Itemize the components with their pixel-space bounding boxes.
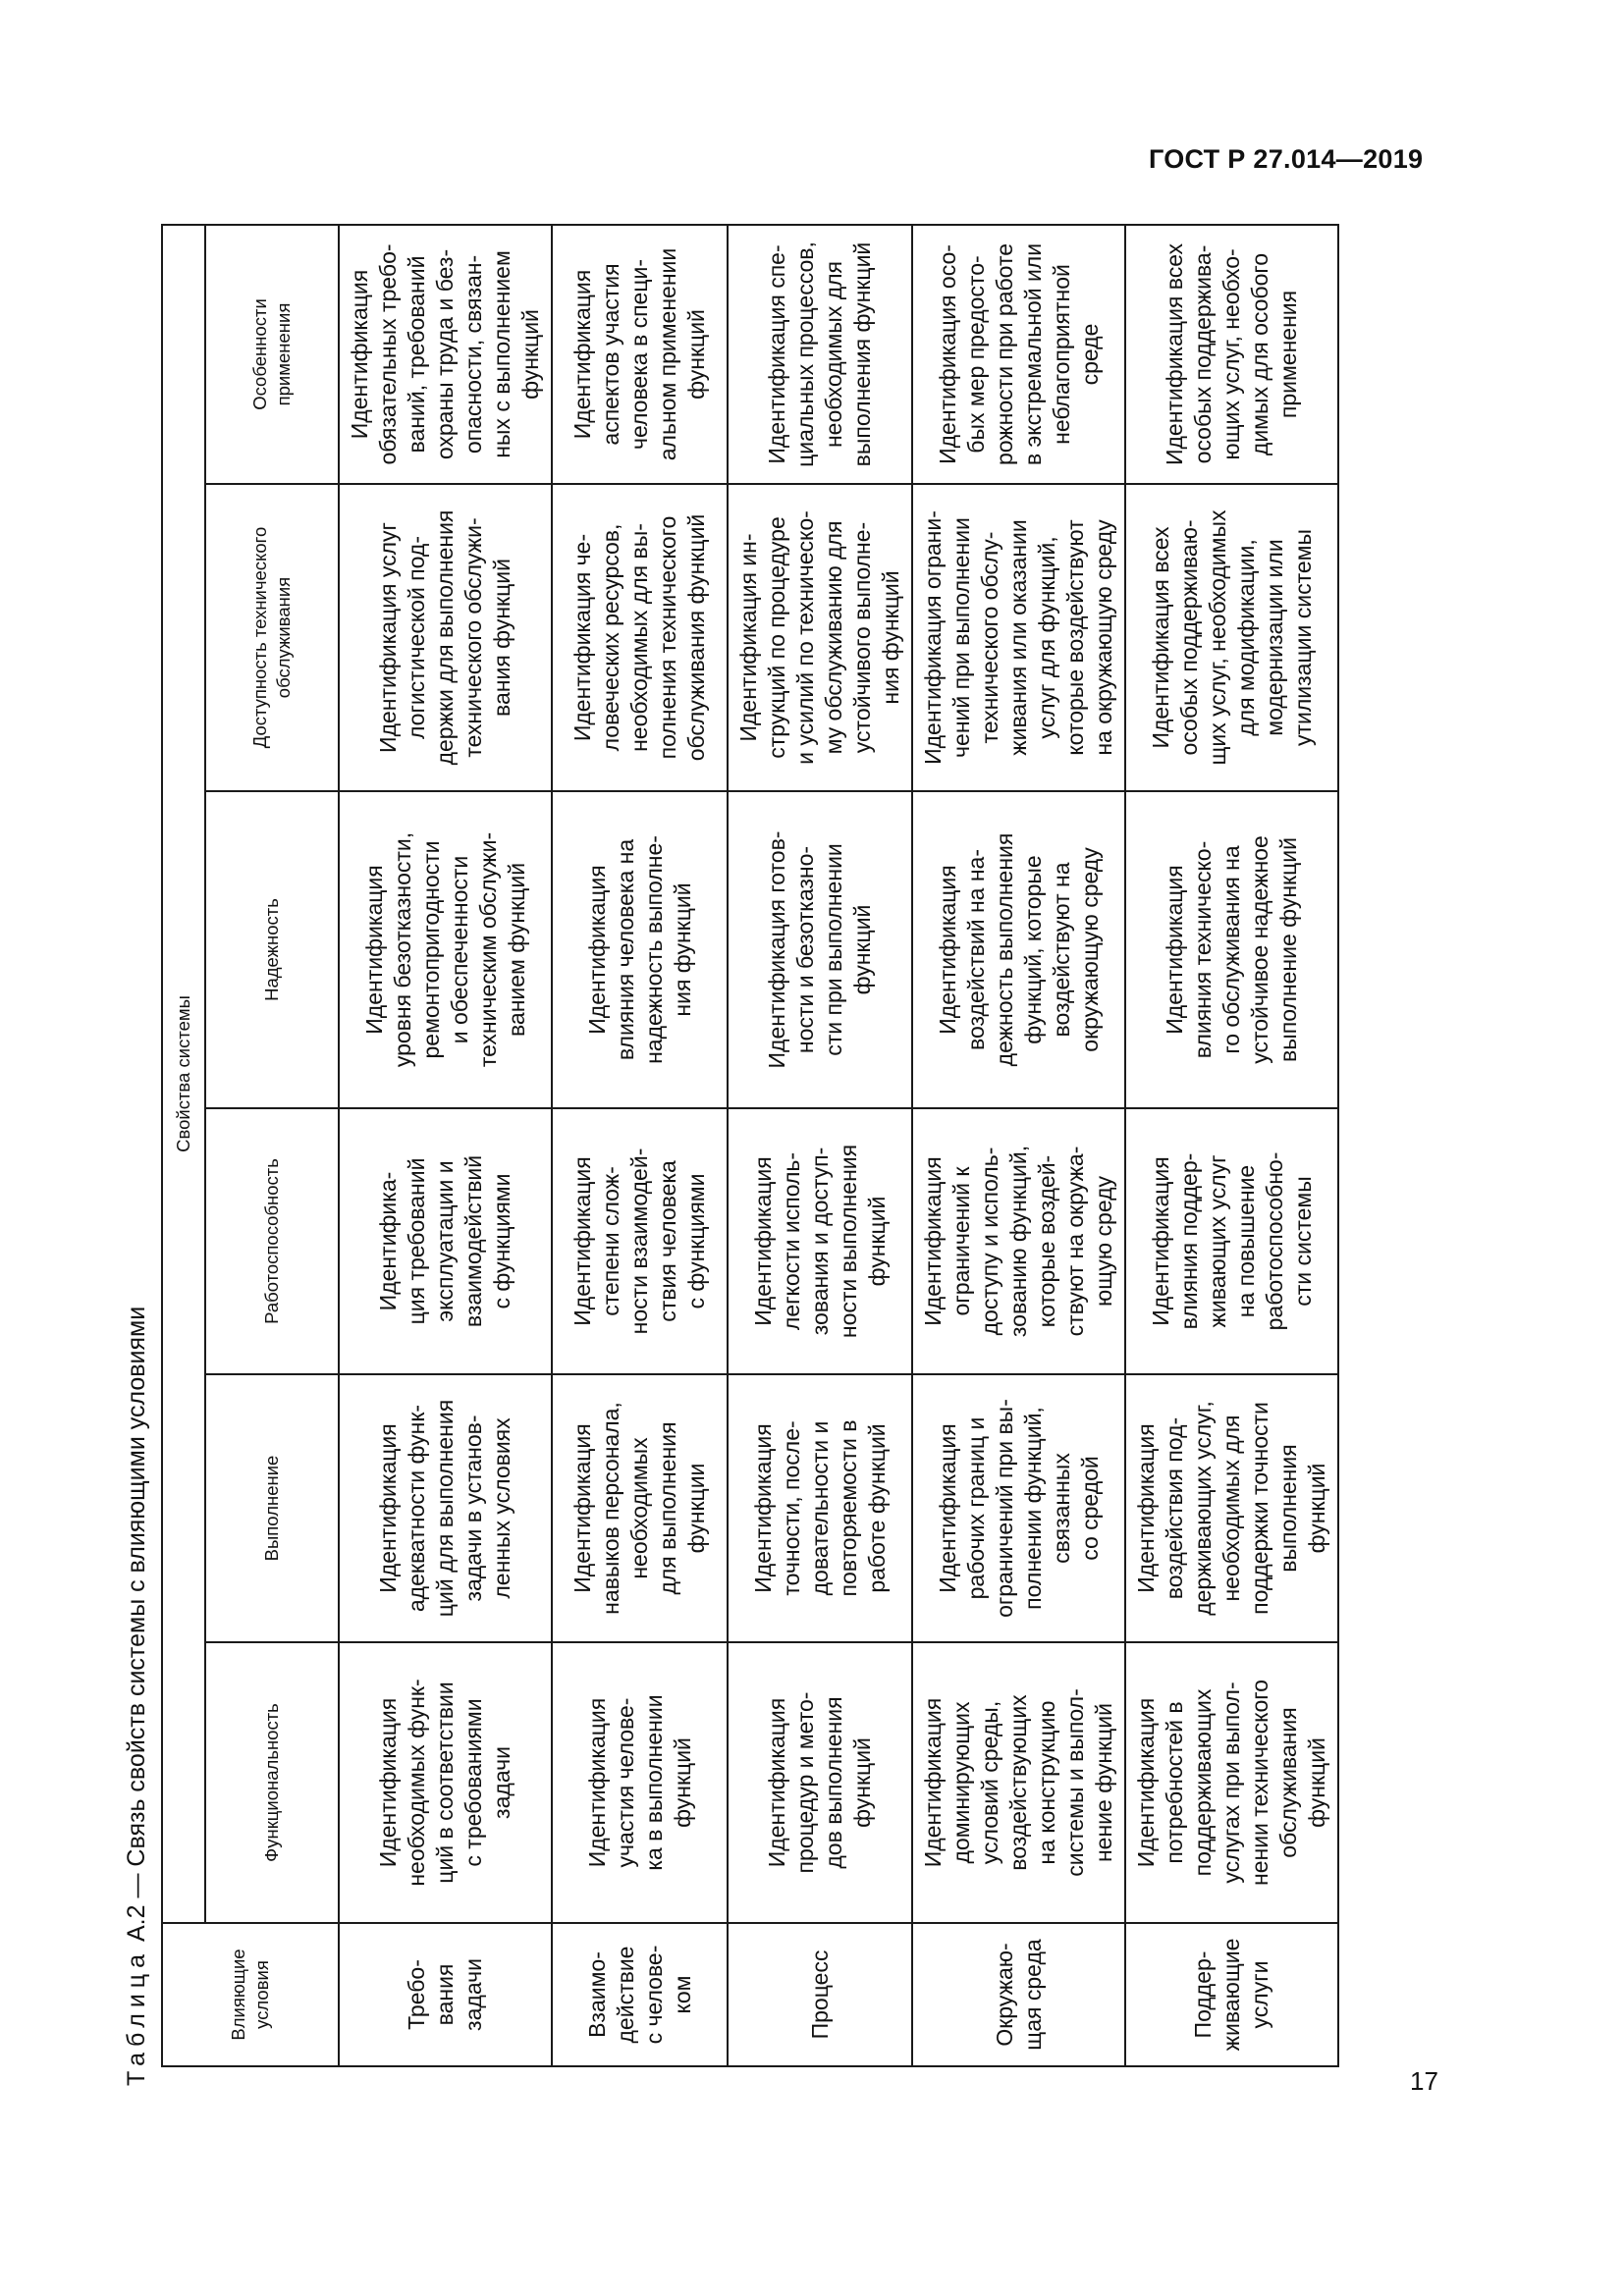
- column-header: Выполнение: [205, 1374, 339, 1642]
- table-row: [552, 225, 728, 2066]
- table-cell: Идентификация доминирующих условий среды, воздействующих на конструкцию системы и выпол- нение функций: [912, 1642, 1125, 1923]
- table-cell: Идентификация всех особых поддерживаю- щих услуг, необходимых для модификации, модернизации или утилизации системы: [1125, 484, 1338, 791]
- column-header: Функциональность: [205, 1642, 339, 1923]
- condition-cell: Требо- вания задачи: [339, 1923, 552, 2066]
- table-row: [339, 225, 552, 2066]
- rotated-table-block: [111, 226, 1329, 2086]
- table-cell: Идентификация влияния человека на надежность выполне- ния функций: [552, 791, 728, 1108]
- table-cell: Идентификация адекватности функ- ций для выполнения задачи в установ- ленных условиях: [339, 1374, 552, 1642]
- caption-prefix: Таблица: [123, 1948, 150, 2086]
- table-cell: Идентифика- ция требований эксплуатации и взаимодействий с функциями: [339, 1108, 552, 1374]
- table-cell: Идентификация че- ловеческих ресурсов, необходимых для вы- полнения технического обслуживания функций: [552, 484, 728, 791]
- column-header: Работоспособность: [205, 1108, 339, 1374]
- table-cell: Идентификация услуг логистической под- держки для выполнения технического обслужи- вания функций: [339, 484, 552, 791]
- table-cell: Идентификация воздействия под- держивающих услуг, необходимых для поддержки точности выполнения функций: [1125, 1374, 1338, 1642]
- condition-cell: Взаимо- действие с челове- ком: [552, 1923, 728, 2066]
- table-row: [728, 225, 912, 2066]
- caption-text: А.2 — Связь свойств системы с влияющими условиями: [123, 1306, 150, 1949]
- table-cell: Идентификация спе- циальных процессов, необходимых для выполнения функций: [728, 225, 912, 484]
- table-cell: Идентификация обязательных требо- ваний, требований охраны труда и без- опасности, связан- ных с выполнением функций: [339, 225, 552, 484]
- table-cell: Идентификация легкости исполь- зования и доступ- ности выполнения функций: [728, 1108, 912, 1374]
- condition-cell: Поддер- живающие услуги: [1125, 1923, 1338, 2066]
- table-cell: Идентификация ограни- чений при выполнении технического обслу- живания или оказании услуг для функций, которые воздействуют на окружающую среду: [912, 484, 1125, 791]
- table-cell: Идентификация уровня безотказности, ремонтопригодности и обеспеченности техническим обслужи- ванием функций: [339, 791, 552, 1108]
- table-cell: Идентификация готов- ности и безотказно- сти при выполнении функций: [728, 791, 912, 1108]
- table-cell: Идентификация участия челове- ка в выполнении функций: [552, 1642, 728, 1923]
- table-caption: [123, 1307, 158, 2086]
- column-header: Особенности применения: [205, 225, 339, 484]
- table-cell: Идентификация процедур и мето- дов выполнения функций: [728, 1642, 912, 1923]
- header-conditions: Влияющие условия: [162, 1923, 339, 2066]
- page-number: 17: [1410, 2066, 1438, 2096]
- condition-cell: Окружаю- щая среда: [912, 1923, 1125, 2066]
- table-cell: Идентификация всех особых поддержива- ющих услуг, необхо- димых для особого применения: [1125, 225, 1338, 484]
- column-header: Надежность: [205, 791, 339, 1108]
- table-cell: Идентификация точности, после- довательности и повторяемости в работе функций: [728, 1374, 912, 1642]
- header-group-properties: Свойства системы: [162, 225, 205, 1923]
- column-header: Доступность технического обслуживания: [205, 484, 339, 791]
- table-cell: Идентификация ограничений к доступу и исполь- зованию функций, которые воздей- ствуют на окружа- ющую среду: [912, 1108, 1125, 1374]
- table-cell: Идентификация воздействий на на- дежность выполнения функций, которые воздействуют на окружающую среду: [912, 791, 1125, 1108]
- table-cell: Идентификация влияния поддер- живающих услуг на повышение работоспособно- сти системы: [1125, 1108, 1338, 1374]
- table-cell: Идентификация потребностей в поддерживающих услугах при выпол- нении технического обслуживания функций: [1125, 1642, 1338, 1923]
- table-cell: Идентификация необходимых функ- ций в соответствии с требованиями задачи: [339, 1642, 552, 1923]
- table-cell: Идентификация ин- струкций по процедуре и усилий по техническо- му обслуживанию для устойчивого выполне- ния функций: [728, 484, 912, 791]
- table-row: [1125, 225, 1338, 2066]
- table-cell: Идентификация аспектов участия человека в специ- альном применении функций: [552, 225, 728, 484]
- table-cell: Идентификация осо- бых мер предосто- рожности при работе в экстремальной или неблагоприятной среде: [912, 225, 1125, 484]
- properties-table: [161, 224, 1339, 2067]
- table-row: [912, 225, 1125, 2066]
- document-code: ГОСТ Р 27.014—2019: [1149, 144, 1424, 174]
- table-cell: Идентификация степени слож- ности взаимодей- ствия человека с функциями: [552, 1108, 728, 1374]
- table-cell: Идентификация навыков персонала, необходимых для выполнения функции: [552, 1374, 728, 1642]
- table-cell: Идентификация влияния техническо- го обслуживания на устойчивое надежное выполнение функций: [1125, 791, 1338, 1108]
- table-cell: Идентификация рабочих границ и ограничений при вы- полнении функций, связанных со средой: [912, 1374, 1125, 1642]
- condition-cell: Процесс: [728, 1923, 912, 2066]
